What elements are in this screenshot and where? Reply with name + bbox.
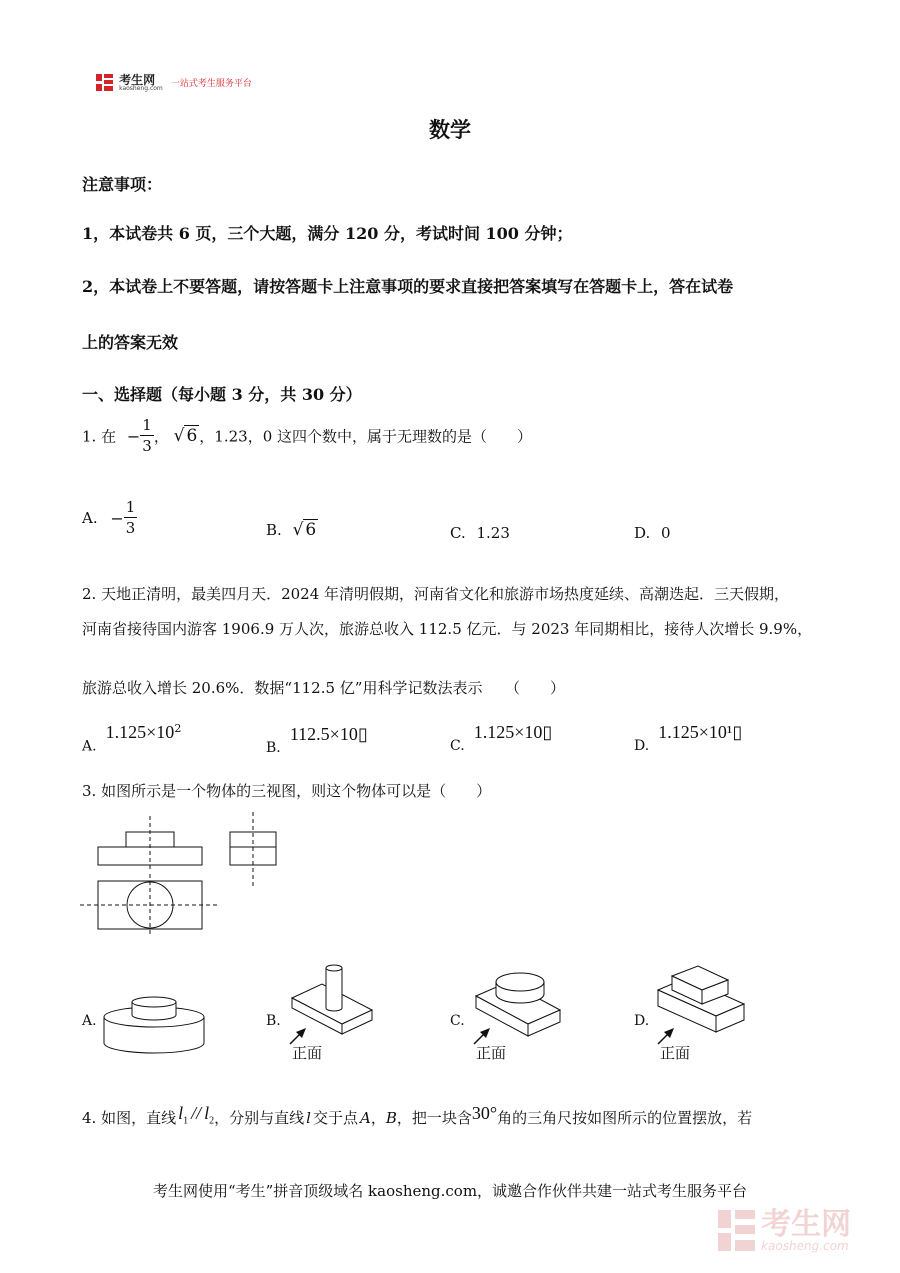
q1-option-a[interactable] [82,500,137,536]
front-view-base [98,847,202,865]
q1-sep: ， [153,427,169,446]
q2-line-1: 2. 天地正清明，最美四月天．2024 年清明假期，河南省文化和旅游市场热度延续、高潮迭起．三天假期， [82,585,790,603]
q3-option-a-label[interactable]: A. [82,1013,97,1029]
q1-option-c[interactable] [450,524,510,542]
q1-sqrt [174,426,200,446]
q4-prefix: 4. 如图，直线 [82,1109,177,1127]
kaosheng-logo-icon [96,73,114,93]
q1-sqrt-val: 6 [186,426,198,446]
q3-option-a-figure[interactable] [100,990,212,1060]
logo-text: 考生网 [119,72,156,87]
q2-option-b[interactable] [266,724,368,756]
q1-frac-den: 3 [142,437,152,455]
option-label: A. [82,738,97,755]
question-4 [82,1098,752,1137]
q2-option-c[interactable] [450,722,552,754]
footer-text: 考生网使用“考生”拼音顶级域名 kaosheng.com，诚邀合作伙伴共建一站式考生服务平台 [152,1182,748,1200]
q4-l1: l [178,1103,184,1123]
sqrt-icon: √ [292,520,304,540]
q2-a-base: 1.125×10 [105,722,175,743]
watermark-subtext: kaosheng.com [761,1239,849,1253]
q4-l: l [306,1109,311,1127]
q3-text: 3. 如图所示是一个物体的三视图，则这个物体可以是（ ） [82,782,492,800]
q3-option-c-label[interactable]: C. [450,1013,465,1029]
q4-mid2: 交于点 [312,1109,358,1127]
notice-item-2-line1: 2，本试卷上不要答题，请按答题卡上注意事项的要求直接把答案填写在答题卡上，答在试卷 [82,277,734,296]
q1-a-fraction [124,500,138,536]
page-title: 数学 [429,117,471,142]
q4-comma: ， [370,1109,386,1127]
q3-option-c-front: 正面 [476,1044,507,1062]
option-label: D. [634,524,651,542]
q1-option-d[interactable] [634,524,671,542]
q1-a-den: 3 [125,519,136,537]
q2-b-val: 112.5×10▯ [289,724,368,744]
q3-option-d-figure[interactable] [650,958,750,1050]
q1-a-sign: − [110,508,124,528]
notice-item-1: 1，本试卷共 6 页，三个大题，满分 120 分，考试时间 100 分钟； [82,224,573,243]
option-label: C. [450,738,465,754]
q3-option-d-front: 正面 [660,1044,691,1062]
q2-option-d[interactable] [634,722,742,754]
q1-fraction [140,418,154,454]
header-logo [96,72,252,92]
watermark-logo-icon [718,1208,756,1254]
notice-item-2-line2: 上的答案无效 [82,333,179,352]
q1-frac-sign: − [126,426,141,446]
q1-prefix: 1. 在 [82,427,117,446]
q2-option-a[interactable] [82,722,181,754]
q1-rest: ，1.23，0 这四个数中，属于无理数的是（ ） [199,427,533,446]
q1-c-val: 1.23 [476,524,510,542]
q1-b-sqrt [293,520,319,540]
q2-d-val: 1.125×10¹▯ [658,722,743,742]
q3-option-b-front: 正面 [292,1044,323,1062]
q2-a-exp: 2 [174,722,182,735]
question-1 [82,418,532,454]
q4-mid: ，分别与直线 [214,1109,305,1127]
q3-option-d-label[interactable]: D. [634,1013,650,1029]
q2-c-val: 1.125×10▯ [473,722,553,742]
q3-option-c-figure[interactable] [466,966,570,1050]
q4-parallel: // [191,1103,202,1123]
option-label: C. [450,524,466,542]
q4-angle: 30° [471,1103,498,1123]
logo-slogan: 一站式考生服务平台 [170,79,252,89]
watermark-logo [718,1208,851,1254]
q4-mid3: ，把一块含 [396,1109,472,1127]
q4-l2: l [204,1103,210,1123]
q1-d-val: 0 [661,524,671,542]
q2-line-2: 河南省接待国内游客 1906.9 万人次，旅游总收入 112.5 亿元．与 2023 年同期相比，接待人次增长 9.9%， [82,620,813,638]
logo-subtext: kaosheng.com [119,84,163,92]
q1-frac-num: 1 [142,416,152,434]
sqrt-icon: √ [173,426,185,446]
option-label: B. [266,740,281,756]
section-heading: 一、选择题（每小题 3 分，共 30 分） [82,385,362,404]
q4-point-a: A [359,1109,371,1127]
q3-option-b-figure[interactable] [282,958,382,1050]
option-label: B. [266,521,282,539]
q4-rest: 角的三角尺按如图所示的位置摆放，若 [497,1109,753,1127]
q1-option-b[interactable] [266,520,318,540]
q2-line-3: 旅游总收入增长 20.6%．数据“112.5 亿”用科学记数法表示 （ ） [82,679,565,697]
notice-heading: 注意事项： [82,175,163,194]
watermark-text: 考生网 [761,1207,852,1242]
q1-b-val: 6 [305,520,317,540]
three-views-figure [80,810,280,940]
q3-option-b-label[interactable]: B. [266,1013,281,1029]
q4-sub1: 1 [183,1115,189,1127]
option-label: A. [82,509,98,527]
q4-sub2: 2 [209,1115,215,1127]
q1-a-num: 1 [125,498,136,516]
q4-point-b: B [385,1109,397,1127]
option-label: D. [634,738,650,754]
